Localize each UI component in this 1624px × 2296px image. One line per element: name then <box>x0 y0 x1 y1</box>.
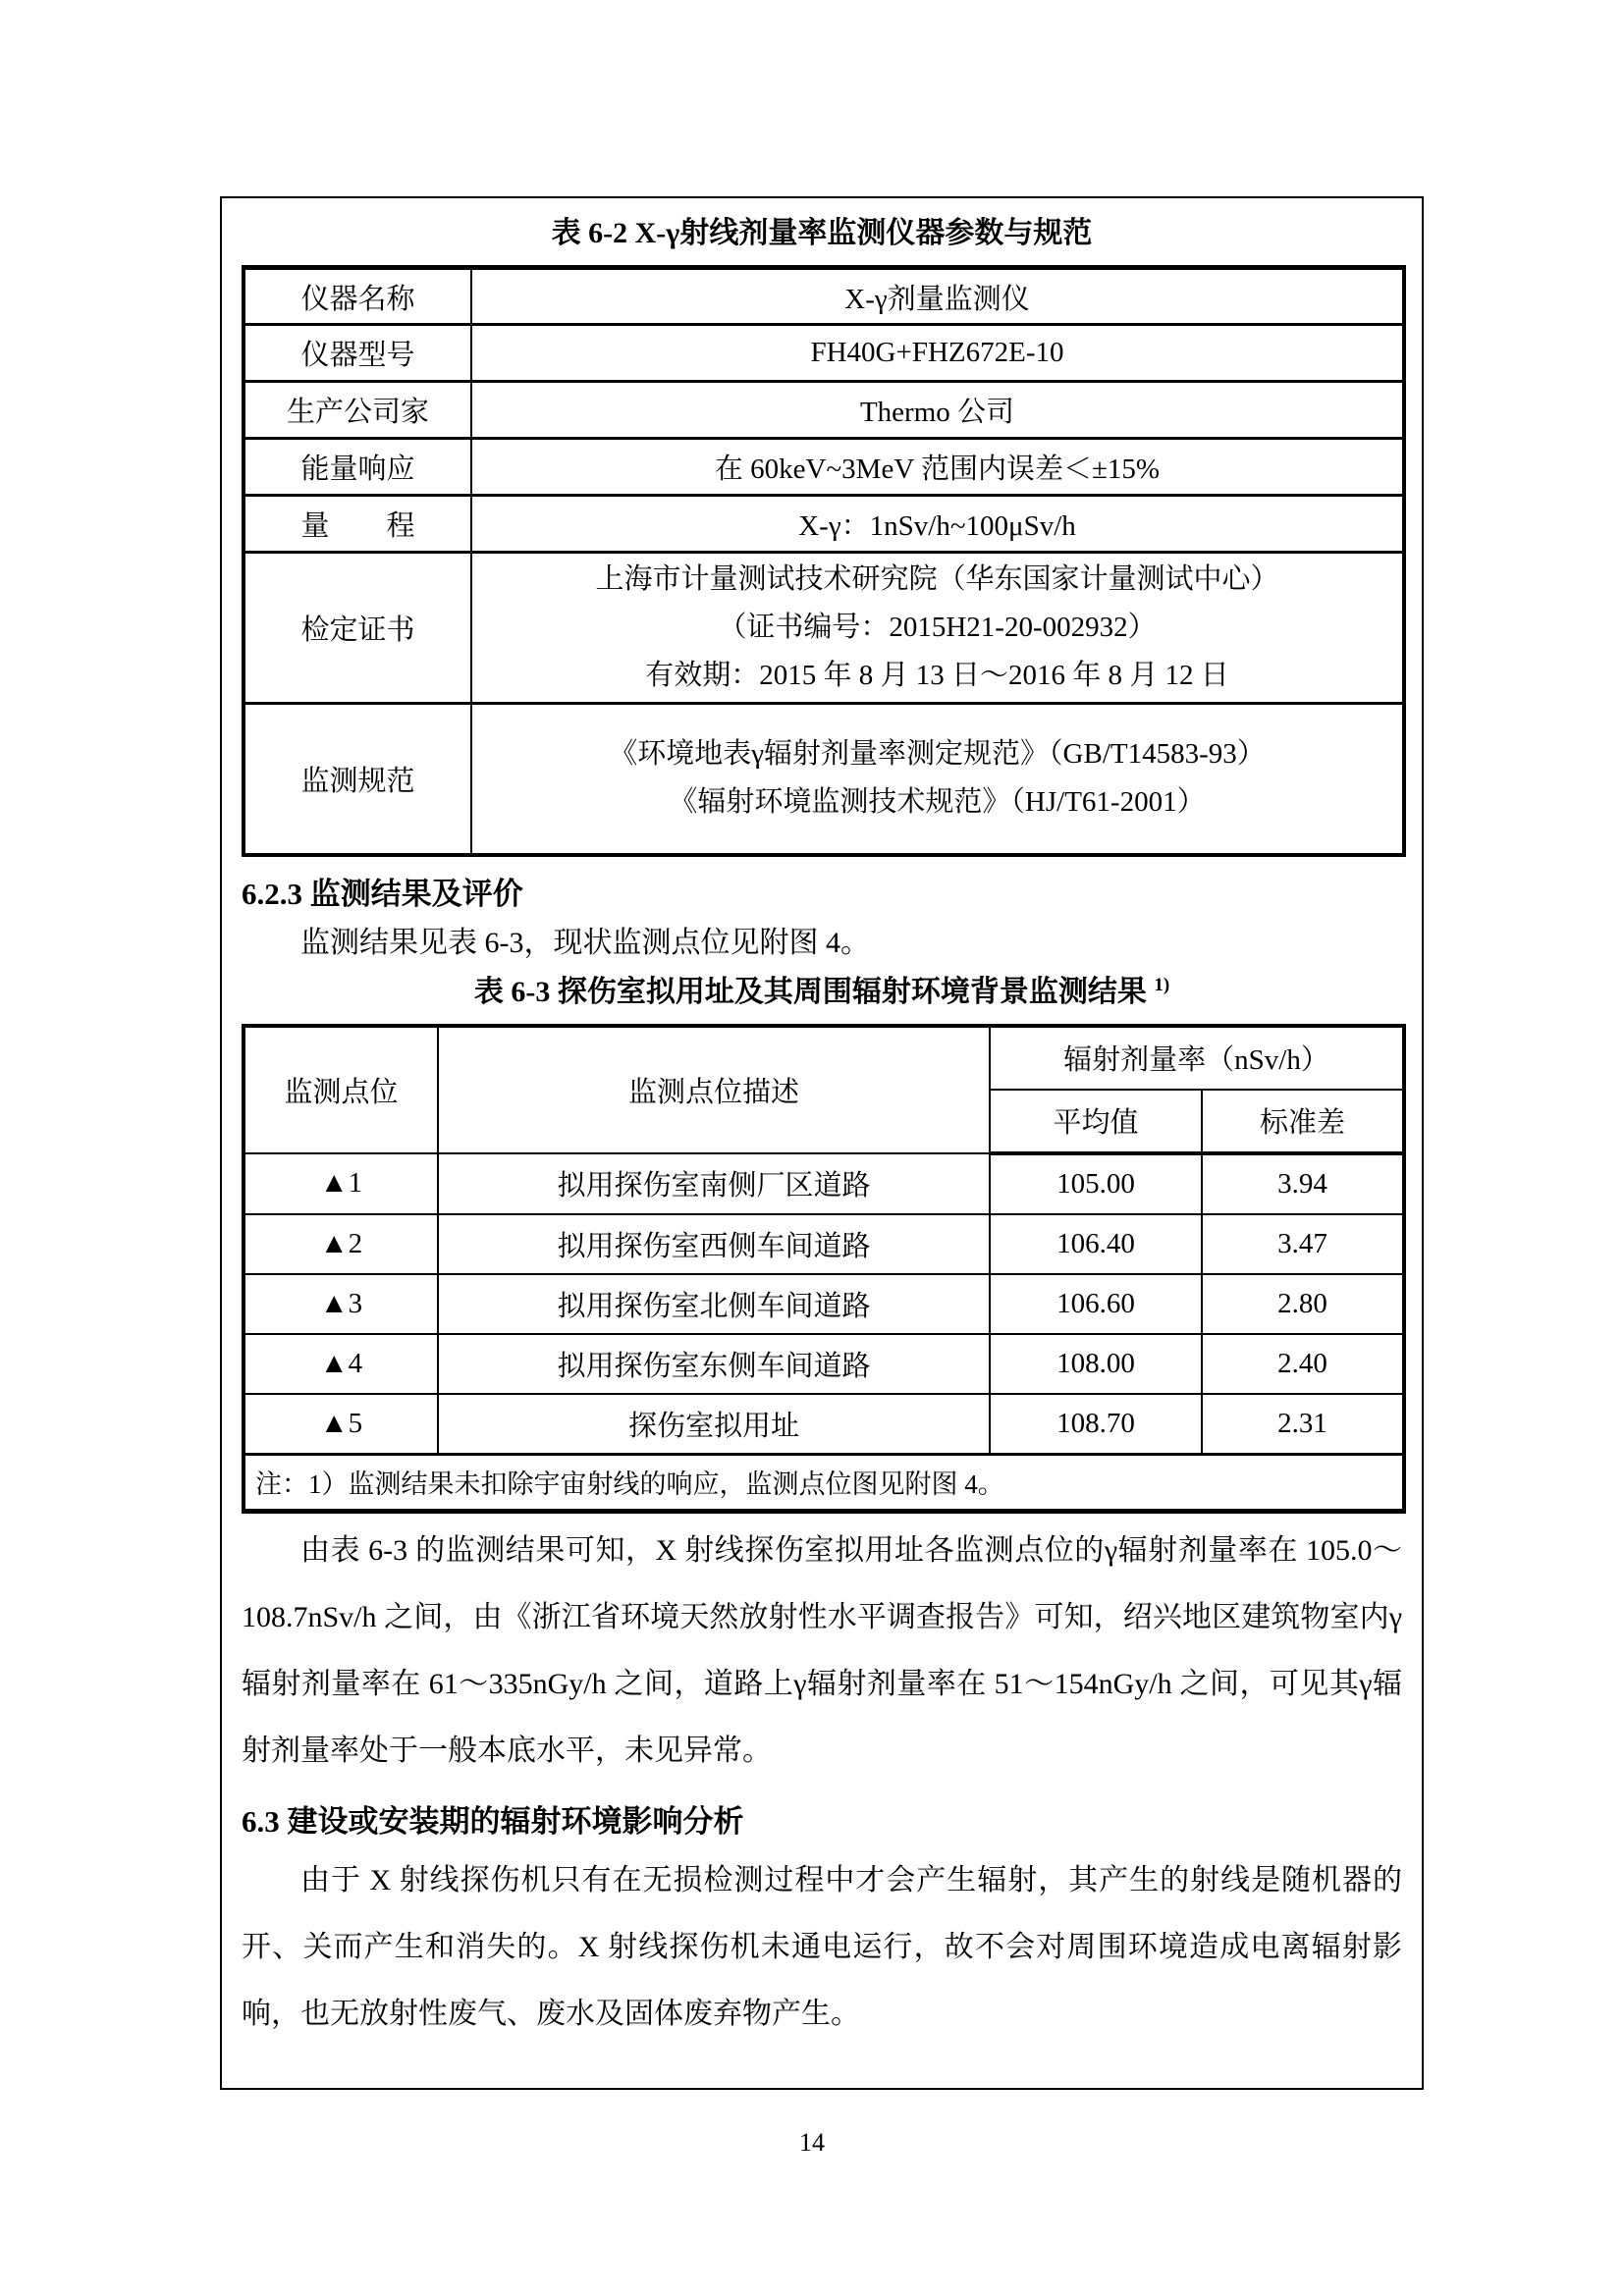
table-note-row <box>244 1454 1404 1511</box>
point-description-cell: 拟用探伤室南侧厂区道路 <box>438 1153 990 1214</box>
instrument-name-value: X-γ剂量监测仪 <box>471 268 1404 325</box>
standard-line: 《环境地表γ辐射剂量率测定规范》（GB/T14583-93） <box>609 738 1266 771</box>
stddev-value-cell: 2.40 <box>1202 1334 1404 1394</box>
table-6-3-title-superscript: 1) <box>1154 974 1170 995</box>
certificate-line: 有效期：2015 年 8 月 13 日～2016 年 8 月 12 日 <box>645 660 1229 691</box>
point-description-cell: 拟用探伤室东侧车间道路 <box>438 1334 990 1394</box>
energy-response-label: 能量响应 <box>244 439 471 496</box>
stddev-value-cell: 2.80 <box>1202 1274 1404 1334</box>
stddev-value-cell: 3.47 <box>1202 1214 1404 1274</box>
monitor-point-cell: ▲2 <box>244 1214 438 1274</box>
table-row <box>244 1153 1404 1214</box>
average-value-cell: 106.40 <box>990 1214 1202 1274</box>
paragraph-monitoring-results: 监测结果见表 6-3，现状监测点位见附图 4。 <box>300 926 870 959</box>
standard-line: 《辐射环境监测技术规范》（HJ/T61-2001） <box>669 786 1206 819</box>
header-point-description: 监测点位描述 <box>438 1026 990 1153</box>
table-row <box>244 439 1404 496</box>
table-row <box>244 1214 1404 1274</box>
paragraph-construction-impact: 由于 X 射线探伤机只有在无损检测过程中才会产生辐射，其产生的射线是随机器的开、关而产生和消失的。X 射线探伤机未通电运行，故不会对周围环境造成电离辐射影响，也无放射性废气、废水及固体废弃物产生。 <box>242 1863 1402 2030</box>
stddev-value-cell: 2.31 <box>1202 1394 1404 1455</box>
table-note: 注：1）监测结果未扣除宇宙射线的响应，监测点位图见附图 4。 <box>244 1454 1404 1511</box>
table-6-2 <box>242 265 1406 857</box>
monitor-point-cell: ▲1 <box>244 1153 438 1214</box>
instrument-model-label: 仪器型号 <box>244 325 471 382</box>
page-number: 14 <box>799 2128 825 2157</box>
paragraph-analysis: 由表 6-3 的监测结果可知，X 射线探伤室拟用址各监测点位的γ辐射剂量率在 105.0～108.7nSv/h 之间，由《浙江省环境天然放射性水平调查报告》可知，绍兴地区建筑物室内γ辐射剂量率在 61～335nGy/h 之间，道路上γ辐射剂量率在 51～154nGy/h 之间，可见其γ辐射剂量率处于一般本底水平，未见异常。 <box>242 1533 1402 1767</box>
stddev-value-cell: 3.94 <box>1202 1153 1404 1214</box>
table-row <box>244 382 1404 439</box>
header-dose-rate-group: 辐射剂量率（nSv/h） <box>990 1026 1404 1090</box>
monitor-point-cell: ▲5 <box>244 1394 438 1455</box>
measuring-range-value: X-γ：1nSv/h~100μSv/h <box>471 496 1404 553</box>
measuring-range-label: 量 程 <box>244 496 471 553</box>
section-heading-6-3: 6.3 建设或安装期的辐射环境影响分析 <box>242 1803 744 1839</box>
table-row <box>244 325 1404 382</box>
monitoring-standard-label: 监测规范 <box>244 704 471 855</box>
point-description-cell: 拟用探伤室北侧车间道路 <box>438 1274 990 1334</box>
instrument-name-label: 仪器名称 <box>244 268 471 325</box>
manufacturer-value: Thermo 公司 <box>471 382 1404 439</box>
table-row <box>244 1274 1404 1334</box>
certificate-line: （证书编号：2015H21-20-002932） <box>718 612 1157 643</box>
average-value-cell: 105.00 <box>990 1153 1202 1214</box>
monitor-point-cell: ▲3 <box>244 1274 438 1334</box>
energy-response-value: 在 60keV~3MeV 范围内误差＜±15% <box>471 439 1404 496</box>
certificate-label: 检定证书 <box>244 553 471 704</box>
point-description-cell: 拟用探伤室西侧车间道路 <box>438 1214 990 1274</box>
table-row <box>244 1334 1404 1394</box>
section-heading-6-2-3: 6.2.3 监测结果及评价 <box>242 876 523 911</box>
table-6-2-title: 表 6-2 X-γ射线剂量率监测仪器参数与规范 <box>551 217 1093 249</box>
monitoring-standard-value <box>471 704 1404 855</box>
header-monitor-point: 监测点位 <box>244 1026 438 1153</box>
header-stddev: 标准差 <box>1202 1090 1404 1153</box>
certificate-value <box>471 553 1404 704</box>
table-row <box>244 268 1404 325</box>
header-average: 平均值 <box>990 1090 1202 1153</box>
table-6-3 <box>242 1024 1406 1514</box>
table-6-3-title <box>242 973 1402 1012</box>
table-6-3-title-text: 表 6-3 探伤室拟用址及其周围辐射环境背景监测结果 <box>473 975 1147 1008</box>
point-description-cell: 探伤室拟用址 <box>438 1394 990 1455</box>
certificate-line: 上海市计量测试技术研究院（华东国家计量测试中心） <box>595 563 1279 595</box>
monitor-point-cell: ▲4 <box>244 1334 438 1394</box>
average-value-cell: 108.00 <box>990 1334 1202 1394</box>
document-content-frame <box>220 196 1424 2090</box>
average-value-cell: 108.70 <box>990 1394 1202 1455</box>
instrument-model-value: FH40G+FHZ672E-10 <box>471 325 1404 382</box>
manufacturer-label: 生产公司家 <box>244 382 471 439</box>
table-row <box>244 553 1404 704</box>
table-row <box>244 704 1404 855</box>
average-value-cell: 106.60 <box>990 1274 1202 1334</box>
table-row <box>244 496 1404 553</box>
table-row <box>244 1394 1404 1455</box>
header-row <box>244 1026 1404 1090</box>
